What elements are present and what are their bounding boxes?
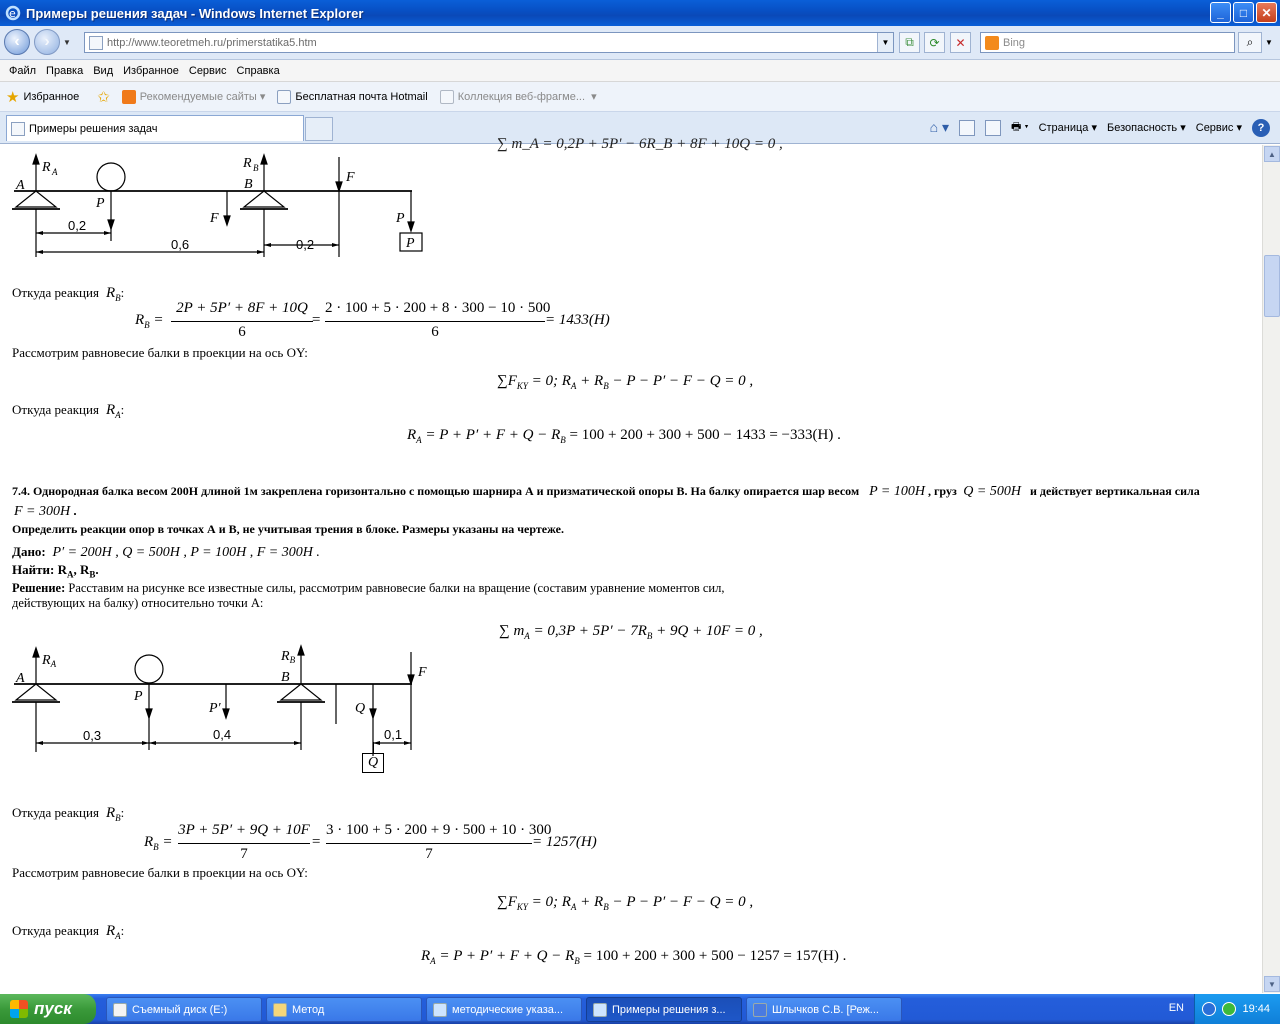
feeds-icon[interactable] (959, 120, 975, 136)
rb2-den2: 7 (425, 846, 433, 862)
otkuda-rb-2-text: Откуда реакция (12, 805, 99, 820)
problem-dot: . (73, 503, 77, 518)
address-dropdown-icon[interactable]: ▼ (877, 33, 893, 52)
text-otkuda-ra-1: Откуда реакция $R_A$: (12, 402, 125, 420)
page-icon (89, 36, 103, 50)
help-icon[interactable]: ? (1252, 119, 1270, 137)
sum-fky-1: ∑F (497, 373, 517, 389)
tools-menu[interactable]: Сервис ▾ (1195, 122, 1242, 134)
d1-f2-label: F (346, 170, 355, 185)
bing-icon (985, 36, 999, 50)
otkuda-rb-1-text: Откуда реакция (12, 285, 99, 300)
tray-app-icon[interactable] (1222, 1002, 1236, 1016)
d1-p-label: P (96, 196, 105, 211)
reshenie-line-2: действующих на балку) относительно точки А: (12, 596, 264, 610)
problem-task-line: Определить реакции опор в точках А и В, не учитывая трения в блоке. Размеры указаны на чертеже. (12, 522, 564, 536)
d2-dim-3: 0,1 (384, 727, 403, 742)
fav-suggested-label: Рекомендуемые сайты (139, 90, 257, 103)
problem-q-val: Q = 500H (963, 484, 1021, 499)
najti-label: Найти: (12, 562, 55, 577)
d1-b-label: B (244, 177, 253, 192)
moment-eq-tail: + 9Q + 10F = 0 , (652, 623, 763, 639)
dano-line (12, 544, 320, 561)
folder-icon (273, 1003, 287, 1017)
start-button[interactable] (0, 994, 96, 1024)
safety-menu[interactable]: Безопасность ▾ (1107, 122, 1186, 134)
language-indicator[interactable]: EN (1168, 1002, 1184, 1014)
page-menu[interactable]: Страница ▾ (1038, 122, 1097, 134)
suggested-sites-icon (122, 90, 136, 104)
moment-equation: ∑ $m_A = 0,3P + 5P' - 7R_B + 9Q + 10F = 0$ , (499, 623, 763, 641)
d1-dim-3: 0,2 (296, 237, 315, 252)
add-favorites-icon[interactable]: ✩ (97, 88, 110, 106)
search-button[interactable]: ⌕ (1238, 32, 1262, 53)
windows-flag-icon (10, 1000, 28, 1018)
d1-dim-1: 0,2 (68, 218, 87, 233)
favorites-bar (0, 82, 1280, 112)
search-box[interactable] (980, 32, 1235, 53)
text-otkuda-rb-2: Откуда реакция $R_B$: (12, 805, 125, 823)
d2-dim-2: 0,4 (213, 727, 232, 742)
minimize-button[interactable]: _ (1210, 2, 1231, 23)
rb2-num2: 3 · 100 + 5 · 200 + 9 · 500 + 10 · 300 (326, 822, 552, 838)
word-icon (753, 1003, 767, 1017)
taskbar (0, 994, 1280, 1024)
reshenie-line-1 (12, 581, 724, 596)
d2-dim-1: 0,3 (83, 728, 102, 743)
d2-a-label: A (16, 671, 25, 686)
d2-q-label: Q (355, 701, 366, 716)
sum-fky-equation-1: $\sum F_{KY} = 0$; $R_A + R_B - P - P' - F - Q = 0$ , (497, 373, 754, 391)
problem-f-val: F = 300H (14, 504, 71, 519)
taskbar-item-folder[interactable] (266, 997, 422, 1022)
rb1-result: = 1433(H) (545, 312, 610, 328)
text-oy-2: Рассмотрим равновесие балки в проекции на ось OY: (12, 865, 308, 880)
d2-p-label: P (134, 689, 143, 704)
ra1-formula: = P + P′ + F + Q − R (425, 427, 561, 443)
d2-b-label: B (281, 670, 290, 685)
drive-icon (113, 1003, 127, 1017)
new-tab-button[interactable] (305, 117, 333, 141)
print-icon[interactable]: 🖶 ▾ (1011, 121, 1029, 133)
menu-edit[interactable]: Правка (46, 64, 84, 77)
rb1-den1: 6 (238, 324, 246, 340)
command-bar (930, 118, 1270, 137)
d1-a-label: A (16, 178, 25, 193)
star-icon: ★ (6, 88, 20, 106)
reshenie-text-1: Расставим на рисунке все известные силы, рассмотрим равновесие балки на вращение (составим уравнение моментов сил, (68, 581, 725, 595)
sum-fky-1-sub: KY (516, 381, 528, 391)
dano-label: Дано: (12, 544, 46, 559)
tab-current[interactable] (6, 115, 304, 141)
address-url: http://www.teoretmeh.ru/primerstatika5.htm (107, 36, 317, 49)
window-titlebar (0, 0, 1280, 26)
problem-tail: и действует вертикальная сила (1029, 484, 1200, 498)
taskbar-item-word[interactable] (746, 997, 902, 1022)
ra-formula-2: $R_A = P + P' + F + Q - R_B = 100 + 200 + 300 + 500 - 1257 = 157(H)$ . (421, 948, 847, 966)
taskbar-item-ie-2[interactable] (586, 997, 742, 1022)
reshenie-label: Решение: (12, 581, 66, 595)
taskbar-item-ie-1[interactable] (426, 997, 582, 1022)
rb1-den2: 6 (431, 324, 439, 340)
menu-tools[interactable]: Сервис (188, 64, 227, 77)
problem-p-val: P = 100H (869, 484, 925, 499)
d2-p1-label: P′ (209, 701, 221, 716)
maximize-button[interactable]: □ (1233, 2, 1254, 23)
ra-formula-1: $R_A = P + P' + F + Q - R_B = 100 + 200 + 300 + 500 - 1433 = -333(H)$ . (407, 427, 841, 445)
tab-title: Примеры решения задач (29, 122, 158, 135)
ra1-tail: = 100 + 200 + 300 + 500 − 1433 = −333(H) . (565, 427, 841, 443)
problem-mid: , груз (927, 484, 957, 498)
ie-icon (593, 1003, 607, 1017)
moment-eq: = 0,3P + 5P′ − 7R (533, 623, 647, 639)
d2-q-box (362, 753, 384, 773)
task-label-1: Метод (292, 1003, 325, 1016)
forward-button[interactable]: › (34, 29, 60, 55)
fav-hotmail-label: Бесплатная почта Hotmail (295, 90, 428, 103)
menu-help[interactable]: Справка (236, 64, 280, 77)
webslice-icon (440, 90, 454, 104)
d1-ra-label: R (42, 160, 51, 175)
stop-button[interactable]: ✕ (950, 32, 971, 53)
menu-file[interactable]: Файл (9, 64, 37, 77)
text-otkuda-rb-1: Откуда реакция $R_B$: (12, 285, 125, 303)
problem-f-line (14, 503, 77, 520)
mail-icon[interactable] (985, 120, 1001, 136)
scroll-thumb[interactable] (1264, 255, 1280, 317)
d2-rb-label: $R_B$ (281, 649, 296, 665)
najti-line: Найти: $R_A$, $R_B$. (12, 562, 99, 580)
d1-f-label: F (210, 211, 219, 226)
text-oy-1: Рассмотрим равновесие балки в проекции на ось OY: (12, 345, 308, 360)
search-options-icon[interactable]: ▼ (1265, 38, 1273, 47)
page-content: ∑ m_A = 0,2P + 5P' − 6R_B + 8F + 10Q = 0 , R A R B A B P F F P P 0,2 0,6 0,2 Откуда реакция $R_B$: $R_B$ = 2P + 5P′ + 8F + 10Q 6 = 2 · 100 + 5 · 200 + 8 · 300 − 10 · 500 6 = 1433(H) Рассмотрим равновесие балки в проекции на ось OY: $\sum F_{KY} = 0$; $R_A + R_B - P - P' - F - Q = 0$ , Откуда реакция $R_A$: $R_A = P + P' + F + Q - R_B = 100 + 200 + 300 + 500 - 1433 = -333(H)$ . 7.4. Однородная балка весом 200Н длиной 1м закреплена горизонтально с помощью шарнира А и призматической опоры В. На балку опирается шар весом P = 100H , груз Q = 500H и действует вертикальная сила F = 300H . Определить реакции опор в точках А и В, не учитывая трения в блоке. Размеры указаны на чертеже. Дано: P′ = 200H , Q = 500H , P = 100H , F = 300H . Найти: $R_A$, $R_B$. Решение: Расставим на рисунке все известные силы, рассмотрим равновесие балки на вращение (составим уравнение моментов сил, действующих на балку) относительно точки А: ∑ $m_A = 0,3P + 5P' - 7R_B + 9Q + 10F = 0$ , $R_A$ $R_B$ A B P P′ Q F 0,3 0,4 0,1 Q Откуда реакция $R_B$: $R_B$ = 3P + 5P′ + 9Q + 10F 7 = 3 · 100 + 5 · 200 + 9 · 500 + 10 · 300 7 = 1257(H) Рассмотрим равновесие балки в проекции на ось OY: $\sum F_{KY} = 0$; $R_A + R_B - P - P' - F - Q = 0$ , Откуда реакция $R_A$: $R_A = P + P' + F + Q - R_B = 100 + 200 + 300 + 500 - 1257 = 157(H)$ . (0, 145, 1262, 993)
d1-rb-label: R (243, 156, 252, 171)
favorites-label: Избранное (23, 90, 80, 103)
navigation-bar (0, 26, 1280, 60)
close-button[interactable]: ✕ (1256, 2, 1277, 23)
history-dropdown-icon[interactable]: ▼ (63, 38, 71, 47)
home-icon[interactable]: ⌂ ▾ (929, 119, 950, 135)
window-title: Примеры решения задач - Windows Internet Explorer (26, 5, 364, 21)
scroll-up-icon[interactable]: ▲ (1264, 146, 1280, 162)
problem-7-4-heading (12, 484, 1200, 500)
search-placeholder: Bing (1003, 36, 1026, 49)
najti-ra: R (57, 562, 67, 577)
system-tray (1194, 994, 1280, 1024)
task-label-3: Примеры решения з... (612, 1003, 726, 1016)
rb1-num2: 2 · 100 + 5 · 200 + 8 · 300 − 10 · 500 (325, 300, 551, 316)
svg-text:e: e (9, 7, 16, 20)
tray-network-icon[interactable] (1202, 1002, 1216, 1016)
top-moment-formula: ∑ m_A = 0,2P + 5P' − 6R_B + 8F + 10Q = 0 , (497, 136, 783, 152)
clock: 19:44 (1242, 1003, 1270, 1015)
rb1-num1: 2P + 5P′ + 8F + 10Q (176, 300, 308, 316)
dano-values: P′ = 200H , Q = 500H , P = 100H , F = 300H . (52, 545, 320, 560)
task-label-2: методические указа... (452, 1003, 564, 1016)
otkuda-ra-2-text: Откуда реакция (12, 923, 99, 938)
text-otkuda-ra-2: Откуда реакция $R_A$: (12, 923, 125, 941)
task-label-4: Шлычков С.В. [Реж... (772, 1003, 879, 1016)
fav-webslice-label: Коллекция веб-фрагме... (457, 90, 586, 103)
menu-favorites[interactable]: Избранное (123, 64, 179, 77)
address-bar[interactable] (84, 32, 894, 53)
back-button[interactable]: ‹ (4, 29, 30, 55)
beam-diagram-1 (0, 145, 440, 265)
d1-ra-sub: A (52, 167, 58, 177)
d2-q-rope (373, 742, 374, 753)
d2-qbox-label: Q (367, 755, 379, 770)
start-label: пуск (34, 999, 72, 1018)
ie-page-icon (277, 90, 291, 104)
refresh-button[interactable]: ⟳ (924, 32, 945, 53)
otkuda-ra-1-text: Откуда реакция (12, 402, 99, 417)
d1-rb-sub: B (253, 163, 259, 173)
compatibility-icon[interactable]: ⧉ (899, 32, 920, 53)
fav-webslice[interactable]: Коллекция веб-фрагме... ▾ (440, 90, 597, 104)
rb2-num1: 3P + 5P′ + 9Q + 10F (178, 822, 310, 838)
favorites-button[interactable] (0, 88, 79, 106)
menu-bar (0, 60, 1280, 82)
d1-pbox-label: P (406, 236, 415, 251)
d2-f-label: F (418, 665, 427, 680)
taskbar-item-drive[interactable] (106, 997, 262, 1022)
problem-head: 7.4. Однородная балка весом 200Н длиной 1м закреплена горизонтально с помощью шарнира А и призматической опоры В. На балку опирается шар весом (12, 484, 860, 498)
sum-fky-equation-2: $\sum F_{KY} = 0$; $R_A + R_B - P - P' - F - Q = 0$ , (497, 894, 754, 912)
ra2-tail: = 100 + 200 + 300 + 500 − 1257 = 157(H) . (579, 948, 847, 964)
sum-fky-1-rest: = 0; R (527, 373, 571, 389)
ie-icon (433, 1003, 447, 1017)
rb2-result: = 1257(H) (532, 834, 597, 850)
task-label-0: Съемный диск (E:) (132, 1003, 228, 1016)
d2-ra-label: $R_A$ (42, 653, 57, 669)
menu-view[interactable]: Вид (93, 64, 114, 77)
page-icon (11, 122, 25, 136)
d1-dim-2: 0,6 (171, 237, 190, 252)
scroll-down-icon[interactable]: ▼ (1264, 976, 1280, 992)
ie-logo-icon (5, 5, 21, 21)
vertical-scrollbar[interactable] (1262, 145, 1280, 993)
fav-suggested-sites[interactable]: Рекомендуемые сайты ▾ (122, 90, 266, 104)
fav-hotmail[interactable] (277, 90, 427, 104)
rb2-den1: 7 (240, 846, 248, 862)
d1-p2-label: P (396, 211, 405, 226)
